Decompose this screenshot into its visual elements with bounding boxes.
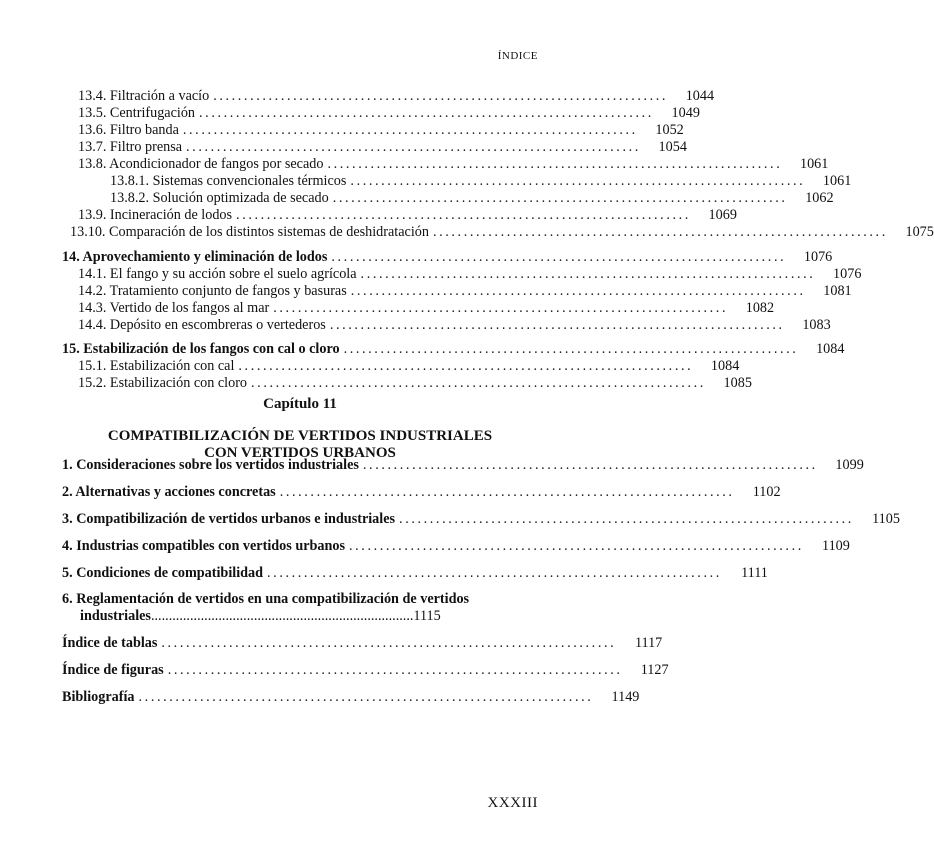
page-number: XXXIII (487, 795, 538, 811)
toc-entry-label: 13.8.1. Sistemas convencionales térmicos (110, 173, 347, 189)
toc-entry-page: 1052 (655, 122, 684, 138)
toc-section-title: 15. Estabilización de los fangos con cal o cloro .......................................................................... 1084 (62, 341, 845, 357)
toc-entry-page: 1105 (872, 511, 900, 527)
toc-entry-page: 1075 (905, 224, 934, 240)
toc-entry-page: 1111 (741, 565, 768, 581)
toc-section-title: 14. Aprovechamiento y eliminación de lodos .......................................................................... 1076 (62, 249, 833, 265)
toc-entry-page: 1149 (611, 689, 640, 705)
toc-entry-page: 1061 (799, 156, 829, 172)
toc-entry-page: 1109 (822, 538, 850, 554)
toc-entry-page: 1102 (752, 484, 781, 500)
toc-entry-label: 13.5. Centrifugación (78, 105, 196, 121)
toc-back-matter-item: Índice de figuras .......................................................................... 1127 (62, 662, 669, 678)
toc-entry-label: 13.8.2. Solución optimizada de secado (110, 190, 329, 206)
toc-back-matter-item: Índice de tablas .......................................................................... 1117 (62, 635, 663, 651)
toc-entry-label: 6. Reglamentación de vertidos en una compatibilización de vertidos (62, 591, 470, 607)
toc-entry: 13.9. Incineración de lodos .......................................................................... 1069 (78, 207, 737, 223)
toc-entry-page: 1076 (833, 266, 862, 282)
toc-entry-label: 13.4. Filtración a vacío (78, 88, 210, 104)
toc-entry-label: Índice de figuras (62, 662, 164, 678)
toc-entry-page: 1115 (413, 608, 441, 624)
toc-entry-page: 1081 (823, 283, 852, 299)
toc-entry-label: 15.1. Estabilización con cal (78, 358, 235, 374)
toc-entry-page: 1061 (822, 173, 852, 189)
toc-chapter-item: 3. Compatibilización de vertidos urbanos e industriales .......................................................................... 1105 (62, 511, 900, 527)
toc-entry-label: 14.2. Tratamiento conjunto de fangos y basuras (78, 283, 347, 299)
toc-entry-page: 1076 (803, 249, 833, 265)
toc-chapter-item: 1. Consideraciones sobre los vertidos industriales .......................................................................... 1099 (62, 457, 864, 473)
chapter-title-line: COMPATIBILIZACIÓN DE VERTIDOS INDUSTRIALES (107, 428, 493, 444)
toc-entry-label: 13.9. Incineración de lodos (78, 207, 233, 223)
toc-entry-page: 1083 (802, 317, 831, 333)
toc-back-matter-item: Bibliografía .......................................................................... 1149 (62, 689, 640, 705)
toc-entry: 14.4. Depósito en escombreras o vertederos .......................................................................... 1083 (78, 317, 831, 333)
toc-entry-page: 1099 (835, 457, 864, 473)
toc-entry-page: 1084 (816, 341, 845, 357)
toc-entry-page: 1044 (685, 88, 715, 104)
toc-entry-page: 1082 (745, 300, 775, 316)
toc-chapter-item: 2. Alternativas y acciones concretas .......................................................................... 1102 (62, 484, 781, 500)
toc-chapter-item-multiline: 6. Reglamentación de vertidos en una compatibilización de vertidos industriales .......................................................................... 1115 (62, 591, 470, 624)
chapter-title-line: CON VERTIDOS URBANOS (204, 445, 396, 461)
toc-entry-label: 4. Industrias compatibles con vertidos urbanos (62, 538, 345, 554)
toc-entry-page: 1117 (634, 635, 663, 651)
toc-entry-label: 15. Estabilización de los fangos con cal o cloro (62, 341, 340, 357)
toc-entry: 14.3. Vertido de los fangos al mar .......................................................................... 1082 (78, 300, 775, 316)
toc-subentry: 13.8.2. Solución optimizada de secado .......................................................................... 1062 (110, 190, 834, 206)
toc-subentry: 13.8.1. Sistemas convencionales térmicos .......................................................................... 1061 (110, 173, 852, 189)
toc-entry-label: 1. Consideraciones sobre los vertidos industriales (62, 457, 359, 473)
toc-chapter-item: 5. Condiciones de compatibilidad .......................................................................... 1111 (62, 565, 768, 581)
toc-chapter-item: 4. Industrias compatibles con vertidos urbanos .......................................................................... 1109 (62, 538, 850, 554)
toc-entry: 15.2. Estabilización con cloro .......................................................................... 1085 (78, 375, 752, 391)
toc-entry-page: 1084 (710, 358, 740, 374)
toc-entry-page: 1062 (805, 190, 834, 206)
toc-entry-label: 13.10. Comparación de los distintos sistemas de deshidratación (70, 224, 429, 240)
toc-entry: 14.2. Tratamiento conjunto de fangos y basuras .......................................................................... 1081 (78, 283, 852, 299)
toc-entry: 13.6. Filtro banda .......................................................................... 1052 (78, 122, 684, 138)
toc-entry-page: 1085 (723, 375, 752, 391)
toc-entry-label: 2. Alternativas y acciones concretas (62, 484, 276, 500)
toc-entry-label: 14.1. El fango y su acción sobre el suelo agrícola (78, 266, 357, 282)
toc-entry-label: 5. Condiciones de compatibilidad (62, 565, 264, 581)
toc-entry-label: 13.8. Acondicionador de fangos por secado (78, 156, 324, 172)
toc-entry: 13.4. Filtración a vacío .......................................................................... 1044 (78, 88, 715, 104)
toc-entry: 14.1. El fango y su acción sobre el suelo agrícola .......................................................................... 1076 (78, 266, 862, 282)
toc-entry-label: 3. Compatibilización de vertidos urbanos e industriales (62, 511, 396, 527)
toc-entry: 13.7. Filtro prensa .......................................................................... 1054 (78, 139, 687, 155)
toc-entry: 13.8. Acondicionador de fangos por secado .......................................................................... 1061 (78, 156, 829, 172)
toc-entry-label: 14.4. Depósito en escombreras o vertederos (78, 317, 326, 333)
toc-entry-label: 14.3. Vertido de los fangos al mar (78, 300, 270, 316)
toc-entry-label: 15.2. Estabilización con cloro (78, 375, 248, 391)
toc-entry-label-continued: industriales (80, 608, 151, 624)
toc-entry-page: 1127 (640, 662, 669, 678)
page-header: ÍNDICE (497, 50, 538, 62)
toc-entry-label: 14. Aprovechamiento y eliminación de lodos (62, 249, 328, 265)
toc-entry-label: Bibliografía (62, 689, 135, 705)
toc-entry: 15.1. Estabilización con cal .......................................................................... 1084 (78, 358, 740, 374)
chapter-label: Capítulo 11 (263, 396, 337, 412)
toc-entry: 13.10. Comparación de los distintos sistemas de deshidratación .......................................................................... 1075 (70, 224, 934, 240)
toc-entry: 13.5. Centrifugación .......................................................................... 1049 (78, 105, 700, 121)
toc-entry-label: 13.7. Filtro prensa (78, 139, 183, 155)
toc-entry-page: 1069 (708, 207, 737, 223)
toc-entry-page: 1049 (671, 105, 700, 121)
toc-entry-page: 1054 (658, 139, 687, 155)
toc-entry-label: 13.6. Filtro banda (78, 122, 179, 138)
toc-entry-label: Índice de tablas (62, 635, 158, 651)
